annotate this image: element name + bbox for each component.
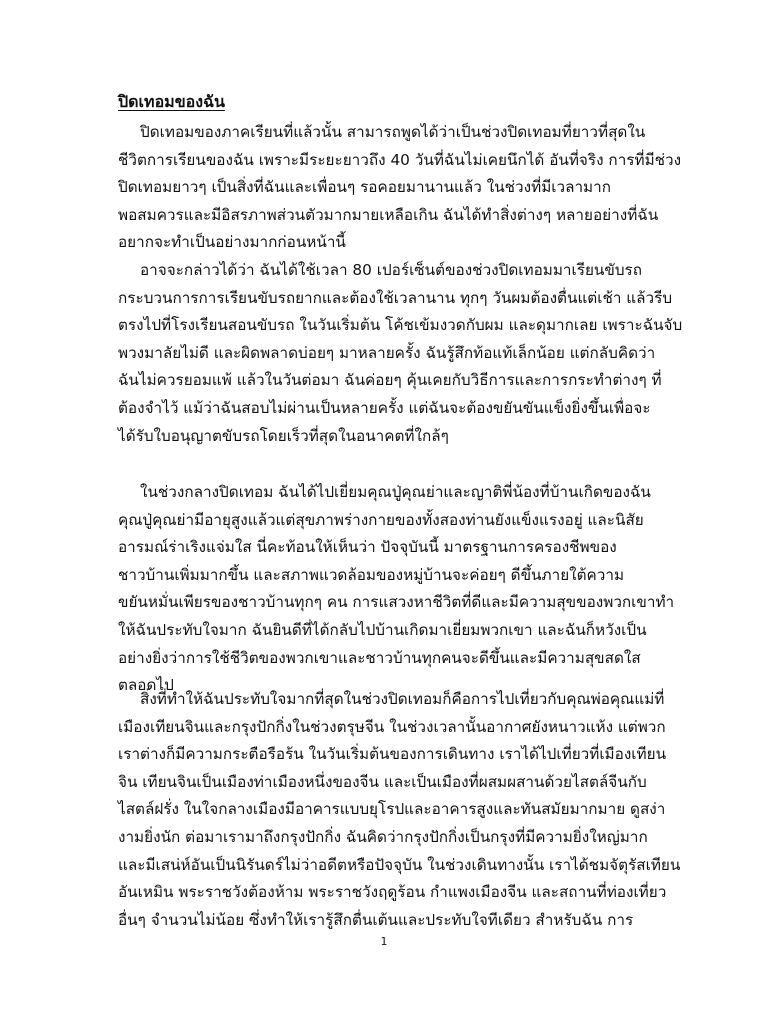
document-title: ปิดเทอมของฉัน [118, 92, 225, 111]
paragraph-line: และมีเสน่ห์อันเป็นนิรันดร์ไม่ว่าอดีตหรือปัจจุบัน ในช่วงเดินทางนั้น เราได้ชมจัตุรัสเทียน [118, 855, 681, 874]
paragraph-2 [118, 257, 683, 450]
paragraph-line: ชาวบ้านเพิ่มมากขึ้น และสภาพแวดล้อมของหมู่บ้านจะค่อยๆ ดีขึ้นภายใต้ความ [118, 565, 625, 584]
paragraph-line: ได้รับใบอนุญาตขับรถโดยเร็วที่สุดในอนาคตที่ใกล้ๆ [118, 426, 449, 445]
paragraph-line: เมืองเทียนจินและกรุงปักกิ่งในช่วงตรุษจีน ในช่วงเวลานั้นอากาศยังหนาวแห้ง แต่พวก [118, 717, 666, 736]
paragraph-line: อารมณ์ร่าเริงแจ่มใส นี่คะท้อนให้เห็นว่า ปัจจุบันนี้ มาตรฐานการครองชีพของ [118, 538, 617, 557]
paragraph-line: กระบวนการการเรียนขับรถยากและต้องใช้เวลานาน ทุกๆ วันผมต้องตื่นแต่เช้า แล้วรีบ [118, 288, 673, 307]
paragraph-line: ต้องจำไว้ แม้ว่าฉันสอบไม่ผ่านเป็นหลายครั้ง แต่ฉันจะต้องขยันขันแข็งยิ่งขึ้นเพื่อจะ [118, 398, 651, 417]
paragraph-line: ตรงไปที่โรงเรียนสอนขับรถ ในวันเริ่มต้น โค้ชเข้มงวดกับผม และดุมากเลย เพราะฉันจับ [118, 316, 683, 335]
paragraph-line: อย่างยิ่งว่าการใช้ชีวิตของพวกเขาและชาวบ้านทุกคนจะดีขึ้นและมีความสุขสดใส [118, 648, 641, 667]
page-number: 1 [380, 935, 388, 948]
paragraph-line: พอสมควรและมีอิสรภาพส่วนตัวมากมายเหลือเกิน ฉันได้ทำสิ่งต่างๆ หลายอย่างที่ฉัน [118, 205, 659, 224]
paragraph-line: ชีวิตการเรียนของฉัน เพราะมีระยะยาวถึง 40 วันที่ฉันไม่เคยนึกได้ อันที่จริง การที่มีช่วง [118, 150, 682, 169]
paragraph-line: ปิดเทอมของภาคเรียนที่แล้วนั้น สามารถพูดได้ว่าเป็นช่วงปิดเทอมที่ยาวที่สุดใน [140, 123, 646, 141]
paragraph-line: ขยันหมั่นเพียรของชาวบ้านทุกๆ คน การแสวงหาชีวิตที่ดีและมีความสุขของพวกเขาทำ [118, 593, 675, 612]
paragraph-line: อาจจะกล่าวได้ว่า ฉันได้ใช้เวลา 80 เปอร์เซ็นต์ของช่วงปิดเทอมมาเรียนขับรถ [140, 261, 643, 279]
paragraph-line: ฉันไม่ควรยอมแพ้ แล้วในวันต่อมา ฉันค่อยๆ คุ้นเคยกับวิธีการและการกระทำต่างๆ ที่ [118, 371, 662, 390]
paragraph-line: อื่นๆ จำนวนไม่น้อย ซึ่งทำให้เรารู้สึกตื่นเต้นและประทับใจทีเดียว สำหรับฉัน การ [118, 910, 634, 929]
paragraph-1 [118, 119, 682, 257]
paragraph-line: อันเหมิน พระราชวังต้องห้าม พระราชวังฤดูร้อน กำแพงเมืองจีน และสถานที่ท่องเที่ยว [118, 883, 667, 902]
paragraph-line: ตลอดไป [118, 676, 174, 695]
paragraph-4 [118, 686, 681, 934]
paragraph-line: คุณปู่คุณย่ามีอายุสูงแล้วแต่สุขภาพร่างกายของทั้งสองท่านยังแข็งแรงอยู่ และนิสัย [118, 510, 644, 529]
paragraph-3 [118, 479, 675, 700]
paragraph-line: จิน เทียนจินเป็นเมืองท่าเมืองหนึ่งของจีน และเป็นเมืองที่ผสมผสานด้วยไสตล์จีนกับ [118, 772, 647, 791]
paragraph-line: พวงมาลัยไม่ดี และผิดพลาดบ่อยๆ มาหลายครั้ง ฉันรู้สึกท้อแท้เล็กน้อย แต่กลับคิดว่า [118, 343, 656, 362]
paragraph-line: ในช่วงกลางปิดเทอม ฉันได้ไปเยี่ยมคุณปู่คุณย่าและญาติพี่น้องที่บ้านเกิดของฉัน [140, 483, 651, 501]
paragraph-line: ให้ฉันประทับใจมาก ฉันยินดีที่ได้กลับไปบ้านเกิดมาเยี่ยมพวกเขา และฉันก็หวังเป็น [118, 620, 647, 639]
paragraph-line: ไสตล์ฝรั่ง ในใจกลางเมืองมีอาคารแบบยุโรปและอาคารสูงและทันสมัยมากมาย ดูสง่า [118, 800, 666, 819]
paragraph-line: สิ่งที่ทำให้ฉันประทับใจมากที่สุดในช่วงปิดเทอมก็คือการไปเที่ยวกับคุณพ่อคุณแม่ที่ [140, 690, 665, 708]
paragraph-line: ปิดเทอมยาวๆ เป็นสิ่งที่ฉันและเพื่อนๆ รอคอยมานานแล้ว ในช่วงที่มีเวลามาก [118, 178, 611, 197]
paragraph-line: เราต่างก็มีความกระตือรือร้น ในวันเริ่มต้นของการเดินทาง เราได้ไปเที่ยวที่เมืองเทียน [118, 745, 667, 764]
paragraph-line: อยากจะทำเป็นอย่างมากก่อนหน้านี้ [118, 233, 346, 252]
paragraph-line: งามยิ่งนัก ต่อมาเรามาถึงกรุงปักกิ่ง ฉันคิดว่ากรุงปักกิ่งเป็นกรุงที่มีความยิ่งใหญ่มาก [118, 827, 648, 846]
